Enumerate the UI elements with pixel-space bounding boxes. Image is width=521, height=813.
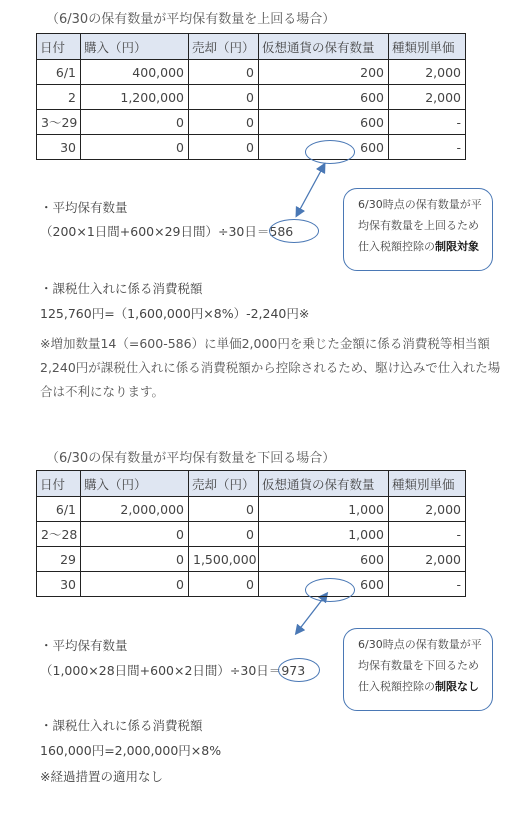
cell-purchase: 0 (81, 572, 189, 597)
avg-heading-1: ・平均保有数量 (40, 200, 128, 215)
callout-line: 均保有数量を上回るため (358, 219, 479, 232)
section1-title: （6/30の保有数量が平均保有数量を上回る場合） (46, 12, 336, 27)
cell-unit-price: 2,000 (389, 85, 466, 110)
col-header-holdings: 仮想通貨の保有数量 (259, 34, 389, 60)
table-row (37, 522, 466, 547)
avg-value: 586 (269, 224, 294, 239)
col-header-unit-price: 種類別単価 (389, 471, 466, 497)
cell-unit-price: 2,000 (389, 497, 466, 522)
callout-line (358, 676, 486, 697)
cell-purchase: 0 (81, 522, 189, 547)
cell-holdings: 1,000 (259, 497, 389, 522)
col-header-sale: 売却（円） (189, 471, 259, 497)
cell-purchase: 1,200,000 (81, 85, 189, 110)
callout-line: 6/30時点の保有数量が平 (358, 198, 482, 211)
col-header-sale: 売却（円） (189, 34, 259, 60)
cell-unit-price: - (389, 572, 466, 597)
callout-line (358, 236, 486, 257)
note-1: ※増加数量14（=600-586）に単価2,000円を乗じた金額に係る消費税等相当額2,240円が課税仕入れに係る消費税額から控除されるため、駆け込みで仕入れた場合は不利になります。 (40, 336, 501, 399)
cell-sale: 0 (189, 85, 259, 110)
cell-purchase: 0 (81, 547, 189, 572)
cell-sale: 0 (189, 135, 259, 160)
cell-holdings: 600 (259, 85, 389, 110)
highlight-ellipse-average (278, 658, 320, 682)
col-header-date: 日付 (37, 34, 81, 60)
cell-purchase: 0 (81, 110, 189, 135)
cell-date: 2〜28 (37, 522, 81, 547)
tax-formula-1: 125,760円=（1,600,000円×8%）-2,240円※ (40, 306, 310, 321)
tax-heading-2: ・課税仕入れに係る消費税額 (40, 718, 203, 733)
cell-holdings: 600 (259, 110, 389, 135)
cell-unit-price: - (389, 110, 466, 135)
cell-unit-price: 2,000 (389, 60, 466, 85)
tax-formula-2: 160,000円=2,000,000円×8% (40, 743, 222, 758)
callout-box-2 (343, 628, 493, 711)
col-header-purchase: 購入（円） (81, 34, 189, 60)
callout-line-text: 仕入税額控除の (358, 240, 435, 253)
cell-sale: 0 (189, 110, 259, 135)
cell-holdings: 200 (259, 60, 389, 85)
cell-date: 3〜29 (37, 110, 81, 135)
cell-unit-price: - (389, 522, 466, 547)
section2-title: （6/30の保有数量が平均保有数量を下回る場合） (46, 451, 336, 466)
table-row (37, 572, 466, 597)
table-row (37, 497, 466, 522)
avg-formula-text: （1,000×28日間+600×2日間）÷30日＝ (40, 663, 282, 678)
cell-purchase: 400,000 (81, 60, 189, 85)
table-row (37, 547, 466, 572)
col-header-date: 日付 (37, 471, 81, 497)
cell-purchase: 0 (81, 135, 189, 160)
avg-heading-2: ・平均保有数量 (40, 638, 128, 653)
holdings-table-2 (36, 470, 466, 597)
cell-holdings: 600 (259, 572, 389, 597)
col-header-unit-price: 種類別単価 (389, 34, 466, 60)
cell-sale: 0 (189, 522, 259, 547)
callout-box-1 (343, 188, 493, 271)
avg-formula-text: （200×1日間+600×29日間）÷30日＝ (40, 224, 270, 239)
cell-sale: 1,500,000 (189, 547, 259, 572)
cell-unit-price: 2,000 (389, 547, 466, 572)
avg-formula-2 (40, 661, 305, 679)
note-2: ※経過措置の適用なし (40, 769, 163, 784)
cell-holdings: 1,000 (259, 522, 389, 547)
cell-date: 2 (37, 85, 81, 110)
cell-date: 6/1 (37, 60, 81, 85)
cell-date: 29 (37, 547, 81, 572)
cell-date: 6/1 (37, 497, 81, 522)
avg-value: 973 (281, 663, 306, 678)
col-header-holdings: 仮想通貨の保有数量 (259, 471, 389, 497)
callout-emphasis: 制限なし (435, 680, 479, 693)
callout-line: 均保有数量を下回るため (358, 659, 479, 672)
cell-sale: 0 (189, 572, 259, 597)
cell-date: 30 (37, 572, 81, 597)
cell-sale: 0 (189, 60, 259, 85)
cell-holdings: 600 (259, 547, 389, 572)
table-header-row (37, 471, 466, 497)
cell-unit-price: - (389, 135, 466, 160)
cell-sale: 0 (189, 497, 259, 522)
callout-line-text: 仕入税額控除の (358, 680, 435, 693)
cell-holdings: 600 (259, 135, 389, 160)
callout-line: 6/30時点の保有数量が平 (358, 638, 482, 651)
cell-date: 30 (37, 135, 81, 160)
highlight-ellipse-holdings (305, 578, 355, 602)
cell-purchase: 2,000,000 (81, 497, 189, 522)
tax-heading-1: ・課税仕入れに係る消費税額 (40, 281, 203, 296)
col-header-purchase: 購入（円） (81, 471, 189, 497)
callout-emphasis: 制限対象 (435, 240, 479, 253)
